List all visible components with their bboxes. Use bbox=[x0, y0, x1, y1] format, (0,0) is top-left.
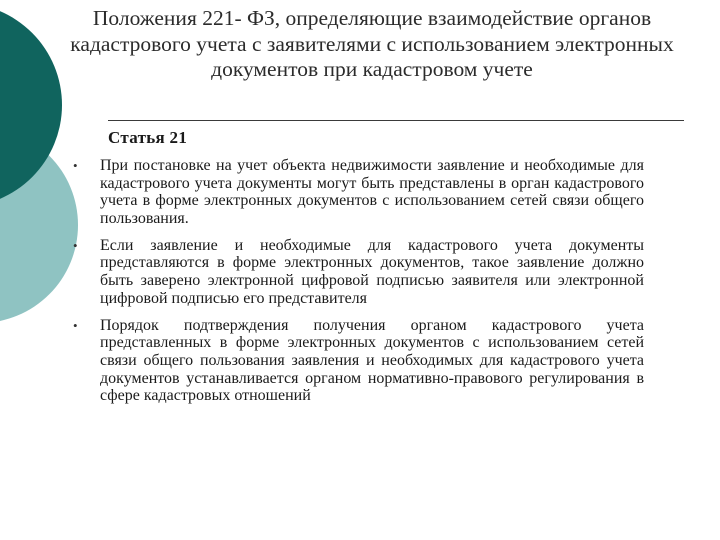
title-underline bbox=[108, 120, 684, 121]
slide-title: Положения 221- ФЗ, определяющие взаимодействие органов кадастрового учета с заявителями с использованием электронных документов при кадастровом учете bbox=[70, 6, 674, 81]
bullet-list bbox=[70, 157, 644, 414]
bullet-text: Если заявление и необходимые для кадастрового учета документы представляются в форме электронных документов, такое заявление должно быть заверено электронной цифровой подписью заявителя или электронной цифровой подписью его представителя bbox=[100, 236, 644, 307]
bullet-point bbox=[70, 157, 644, 227]
bullet-point bbox=[70, 317, 644, 405]
article-heading: Статья 21 bbox=[108, 128, 188, 147]
bullet-text: Порядок подтверждения получения органом кадастрового учета представленных в форме электронных документов с использованием сетей связи общего пользования заявления и необходимых для кадастрового учета документов устанавливается органом нормативно-правового регулирования в сфере кадастровых отношений bbox=[100, 316, 644, 405]
bullet-point bbox=[70, 237, 644, 307]
bullet-dot-icon: • bbox=[73, 237, 78, 253]
bullet-dot-icon: • bbox=[73, 158, 78, 173]
bullet-dot-icon: • bbox=[73, 317, 78, 333]
bullet-text: При постановке на учет объекта недвижимости заявление и необходимые для кадастрового учета документы могут быть представлены в орган кадастрового учета в форме электронных документов с использованием сетей связи общего пользования. bbox=[100, 157, 644, 227]
